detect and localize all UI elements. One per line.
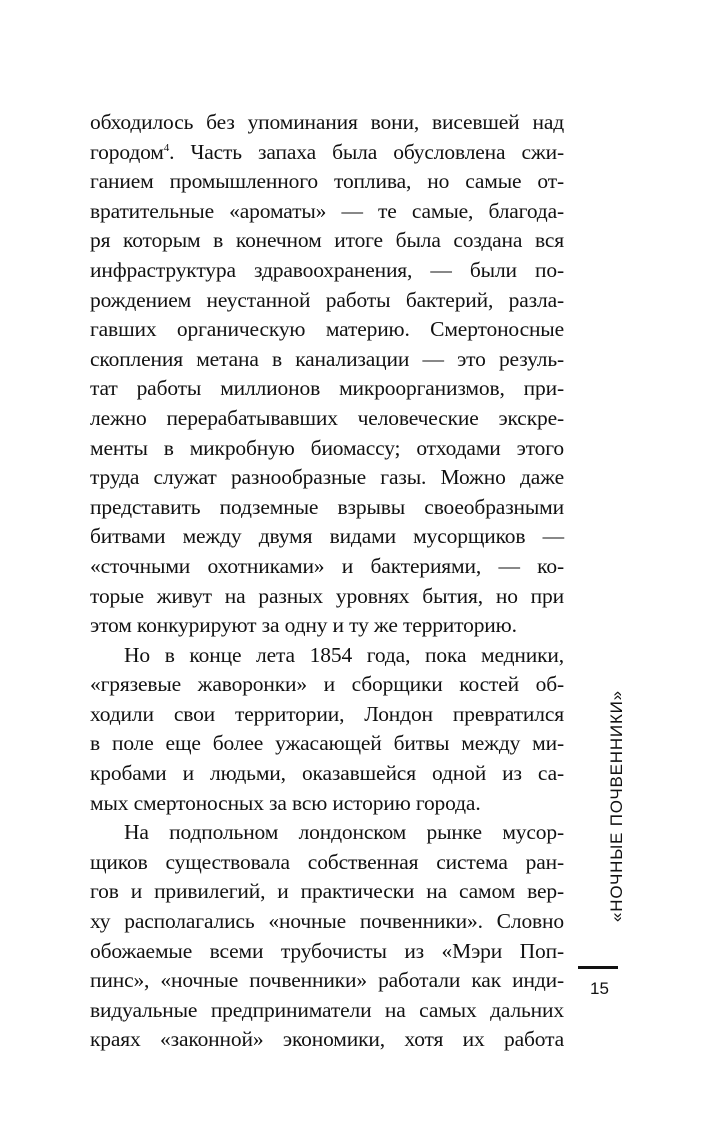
text-line: этом конкурируют за одну и ту же территорию. [90, 613, 517, 638]
text-line: «сточными охотниками» и бактериями, — ко- [90, 553, 564, 578]
footnote-reference: 4 [163, 141, 170, 154]
text-line: Но в конце лета 1854 года, пока медники, [124, 642, 564, 667]
text-line: в поле еще более ужасающей битвы между ми- [90, 731, 564, 756]
text-line: представить подземные взрывы своеобразными [90, 494, 564, 519]
text-line: пинс», «ночные почвенники» работали как инди- [90, 968, 564, 993]
page-number: 15 [590, 979, 609, 998]
running-head: «НОЧНЫЕ ПОЧВЕННИКИ» [607, 690, 626, 922]
text-line: битвами между двумя видами мусорщиков — [90, 524, 564, 549]
text-line: вратительные «ароматы» — те самые, благода- [90, 198, 564, 223]
text-line: краях «законной» экономики, хотя их работа [90, 1027, 564, 1052]
text-line: обходилось без упоминания вони, висевшей над [90, 110, 564, 134]
text-line: ря которым в конечном итоге была создана вся [90, 228, 564, 253]
text-line [90, 138, 564, 168]
text-line: На подпольном лондонском рынке мусор- [124, 820, 564, 845]
paragraph-2 [90, 641, 564, 819]
text-line: менты в микробную биомассу; отходами этого [90, 435, 564, 460]
text-line: ху располагались «ночные почвенники». Словно [90, 909, 564, 934]
page-number-rule [578, 966, 618, 969]
paragraph-1 [90, 108, 564, 641]
text-line: кробами и людьми, оказавшейся одной из са- [90, 761, 564, 786]
text-line: торые живут на разных уровнях бытия, но при [90, 583, 564, 608]
text-line: обожаемые всеми трубочисты из «Мэри Поп- [90, 938, 564, 963]
text-line: инфраструктура здравоохранения, — были по- [90, 257, 564, 282]
text-line: скопления метана в канализации — это резуль- [90, 346, 564, 371]
text-fragment: городом [90, 139, 164, 164]
text-line: лежно перерабатывавших человеческие экскре- [90, 405, 564, 430]
text-line: ганием промышленного топлива, но самые от- [90, 169, 564, 194]
text-line: щиков существовала собственная система ран- [90, 849, 564, 874]
text-line: гавших органическую материю. Смертоносные [90, 317, 564, 342]
body-text [90, 108, 564, 1055]
text-fragment: . Часть запаха была обусловлена сжи- [169, 139, 564, 164]
text-line: тат работы миллионов микроорганизмов, при- [90, 376, 564, 401]
text-line: видуальные предприниматели на самых дальних [90, 997, 564, 1022]
text-line: «грязевые жаворонки» и сборщики костей об- [90, 672, 564, 697]
text-line: гов и привилегий, и практически на самом вер- [90, 879, 564, 904]
text-line: ходили свои территории, Лондон превратился [90, 701, 564, 726]
text-line: мых смертоносных за всю историю города. [90, 790, 481, 815]
text-line: рождением неустанной работы бактерий, разла- [90, 287, 564, 312]
text-line: труда служат разнообразные газы. Можно даже [90, 465, 564, 490]
paragraph-3 [90, 818, 564, 1055]
